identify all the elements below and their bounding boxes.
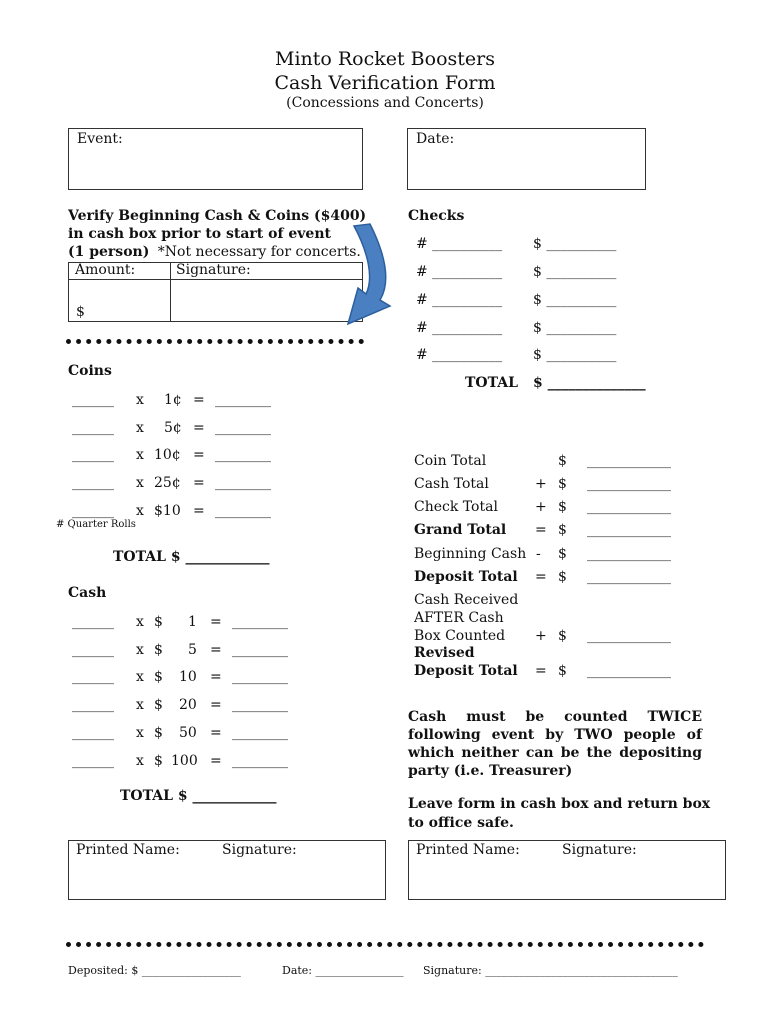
form-scope: (Concessions and Concerts) <box>286 95 484 111</box>
deposit-signature-field[interactable]: Signature: ___________________________________ <box>423 964 678 977</box>
amount-label: Amount: <box>75 262 136 278</box>
cash-denom: 100 <box>171 753 198 769</box>
coin-denom: 1¢ <box>164 392 182 408</box>
cash-qty[interactable]: ______ <box>72 669 114 685</box>
coin-result[interactable]: ________ <box>215 503 271 519</box>
summary-operator: - <box>536 546 541 562</box>
printed-name-label: Printed Name: <box>76 842 180 858</box>
cash-result[interactable]: ________ <box>232 725 288 741</box>
check-amount[interactable]: $ __________ <box>533 236 617 252</box>
summary-currency: $ <box>558 499 567 515</box>
footer-divider <box>66 942 704 947</box>
summary-value[interactable]: ____________ <box>587 499 671 515</box>
check-number[interactable]: # __________ <box>416 264 503 280</box>
summary-currency: $ <box>558 476 567 492</box>
after-currency: $ <box>558 628 567 644</box>
event-field[interactable] <box>68 128 363 190</box>
coin-times: x <box>136 392 144 408</box>
summary-label: Cash Total <box>414 476 489 492</box>
date-label: Date: <box>416 131 455 147</box>
summary-operator: = <box>535 569 547 585</box>
signature-label: Signature: <box>222 842 297 858</box>
cash-qty[interactable]: ______ <box>72 697 114 713</box>
revised-operator: = <box>535 663 547 679</box>
cash-currency: $ <box>154 753 163 769</box>
summary-value[interactable]: ____________ <box>587 522 671 538</box>
cash-result[interactable]: ________ <box>232 753 288 769</box>
after-value[interactable]: ____________ <box>587 628 671 644</box>
cash-currency: $ <box>154 669 163 685</box>
verify-person: (1 person) <box>68 244 150 260</box>
coin-times: x <box>136 447 144 463</box>
summary-operator: + <box>535 476 547 492</box>
after-line3: Box Counted <box>414 628 506 644</box>
summary-value[interactable]: ____________ <box>587 476 671 492</box>
coin-equals: = <box>193 392 205 408</box>
cash-times: x <box>136 697 144 713</box>
coin-result[interactable]: ________ <box>215 447 271 463</box>
revised-line2: Deposit Total <box>414 663 518 679</box>
coins-total[interactable]: TOTAL $ ____________ <box>113 549 270 565</box>
section-divider <box>66 339 364 344</box>
summary-value[interactable]: ____________ <box>587 453 671 469</box>
cash-times: x <box>136 753 144 769</box>
summary-label: Grand Total <box>414 522 507 538</box>
counter1-signature-box[interactable] <box>68 840 386 900</box>
check-amount[interactable]: $ __________ <box>533 292 617 308</box>
event-label: Event: <box>77 131 123 147</box>
verify-line1: Verify Beginning Cash & Coins ($400) <box>68 208 367 224</box>
notice-line3: which neither can be the depositing <box>408 745 702 761</box>
leave-form-line1: Leave form in cash box and return box <box>408 796 711 812</box>
coin-denom: 5¢ <box>164 420 182 436</box>
summary-label: Coin Total <box>414 453 487 469</box>
checks-total-value[interactable]: $ ______________ <box>533 375 646 391</box>
check-amount[interactable]: $ __________ <box>533 264 617 280</box>
form-subtitle: Cash Verification Form <box>274 72 496 94</box>
coin-qty[interactable]: ______ <box>72 503 114 519</box>
cash-result[interactable]: ________ <box>232 669 288 685</box>
notice-line2: following event by TWO people of <box>408 727 702 743</box>
summary-value[interactable]: ____________ <box>587 546 671 562</box>
after-operator: + <box>535 628 547 644</box>
summary-operator: + <box>535 499 547 515</box>
checks-total-label: TOTAL <box>465 375 518 391</box>
verify-note: *Not necessary for concerts. <box>157 244 361 260</box>
coin-times: x <box>136 503 144 519</box>
coin-equals: = <box>193 503 205 519</box>
count-twice-notice <box>408 708 702 780</box>
cash-qty[interactable]: ______ <box>72 725 114 741</box>
coin-qty[interactable]: ______ <box>72 447 114 463</box>
verify-signature-input[interactable] <box>171 280 362 321</box>
cash-currency: $ <box>154 642 163 658</box>
deposited-field[interactable]: Deposited: $ __________________ <box>68 964 241 977</box>
revised-line1: Revised <box>414 645 475 661</box>
cash-qty[interactable]: ______ <box>72 614 114 630</box>
check-number[interactable]: # __________ <box>416 320 503 336</box>
summary-currency: $ <box>558 546 567 562</box>
cash-denom: 20 <box>179 697 197 713</box>
leave-form-line2: to office safe. <box>408 815 514 831</box>
cash-denom: 10 <box>179 669 197 685</box>
amount-dollar: $ <box>76 304 85 320</box>
coin-qty[interactable]: ______ <box>72 475 114 491</box>
check-number[interactable]: # __________ <box>416 236 503 252</box>
check-number[interactable]: # __________ <box>416 292 503 308</box>
coin-times: x <box>136 420 144 436</box>
revised-value[interactable]: ____________ <box>587 663 671 679</box>
cash-qty[interactable]: ______ <box>72 753 114 769</box>
cash-equals: = <box>210 725 222 741</box>
quarter-rolls-note: # Quarter Rolls <box>56 519 136 530</box>
amount-input[interactable] <box>68 280 169 321</box>
summary-label: Check Total <box>414 499 498 515</box>
coin-denom: $10 <box>154 503 181 519</box>
cash-qty[interactable]: ______ <box>72 642 114 658</box>
verify-line2: in cash box prior to start of event <box>68 226 331 242</box>
revised-currency: $ <box>558 663 567 679</box>
cash-result[interactable]: ________ <box>232 697 288 713</box>
summary-currency: $ <box>558 522 567 538</box>
coin-denom: 25¢ <box>154 475 181 491</box>
check-number[interactable]: # __________ <box>416 347 503 363</box>
form-title: Minto Rocket Boosters <box>274 48 495 70</box>
signature-label: Signature: <box>176 262 251 278</box>
cash-times: x <box>136 669 144 685</box>
coins-title: Coins <box>68 363 112 379</box>
coin-equals: = <box>193 447 205 463</box>
check-amount[interactable]: $ __________ <box>533 320 617 336</box>
summary-value[interactable]: ____________ <box>587 569 671 585</box>
cash-equals: = <box>210 753 222 769</box>
cash-equals: = <box>210 669 222 685</box>
arrow-icon <box>340 222 402 330</box>
coin-result[interactable]: ________ <box>215 420 271 436</box>
cash-currency: $ <box>154 614 163 630</box>
coin-qty[interactable]: ______ <box>72 420 114 436</box>
coin-equals: = <box>193 420 205 436</box>
cash-denom: 50 <box>179 725 197 741</box>
deposit-date-field[interactable]: Date: ________________ <box>282 964 404 977</box>
coin-equals: = <box>193 475 205 491</box>
checks-title: Checks <box>408 208 465 224</box>
date-field[interactable] <box>407 128 646 190</box>
cash-equals: = <box>210 697 222 713</box>
cash-times: x <box>136 725 144 741</box>
cash-equals: = <box>210 614 222 630</box>
cash-currency: $ <box>154 697 163 713</box>
summary-label: Beginning Cash <box>414 546 527 562</box>
coin-times: x <box>136 475 144 491</box>
cash-currency: $ <box>154 725 163 741</box>
check-amount[interactable]: $ __________ <box>533 347 617 363</box>
cash-times: x <box>136 642 144 658</box>
cash-total[interactable]: TOTAL $ ____________ <box>120 788 277 804</box>
summary-currency: $ <box>558 569 567 585</box>
cash-result[interactable]: ________ <box>232 642 288 658</box>
coin-result[interactable]: ________ <box>215 392 271 408</box>
notice-line1: Cash must be counted TWICE <box>408 709 702 725</box>
cash-denom: 5 <box>188 642 197 658</box>
summary-label: Deposit Total <box>414 569 518 585</box>
cash-denom: 1 <box>188 614 197 630</box>
notice-line4: party (i.e. Treasurer) <box>408 763 573 779</box>
signature-label: Signature: <box>562 842 637 858</box>
after-line1: Cash Received <box>414 592 519 608</box>
cash-equals: = <box>210 642 222 658</box>
after-line2: AFTER Cash <box>414 610 504 626</box>
cash-result[interactable]: ________ <box>232 614 288 630</box>
summary-currency: $ <box>558 453 567 469</box>
coin-qty[interactable]: ______ <box>72 392 114 408</box>
summary-operator: = <box>535 522 547 538</box>
coin-result[interactable]: ________ <box>215 475 271 491</box>
counter2-signature-box[interactable] <box>408 840 726 900</box>
cash-title: Cash <box>68 585 107 601</box>
printed-name-label: Printed Name: <box>416 842 520 858</box>
cash-times: x <box>136 614 144 630</box>
coin-denom: 10¢ <box>154 447 181 463</box>
